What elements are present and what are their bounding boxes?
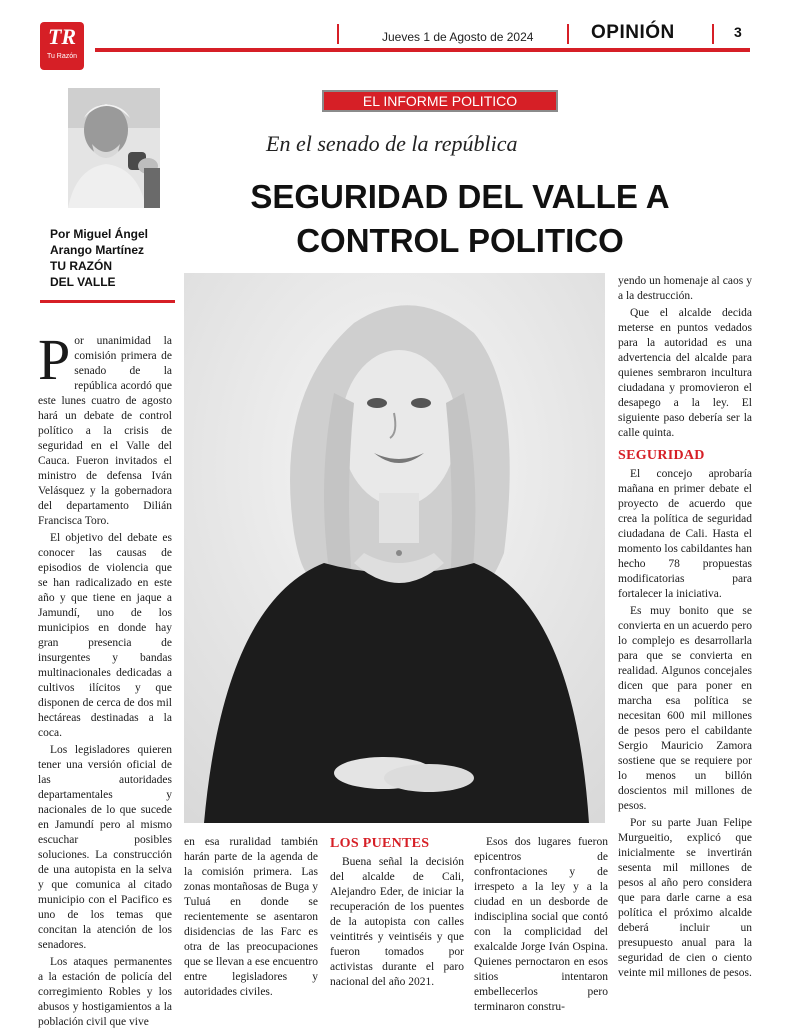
article-subhead: En el senado de la república [266, 131, 518, 156]
paragraph: El concejo aprobaría mañana en primer debate el proyecto de acuerdo que crea la política de seguridad ciudadana de Cali. Hasta el momento los cabildantes han hecho 78 propuestas modificatorias para fortalecer la iniciativa. [618, 468, 752, 600]
page-number: 3 [734, 24, 742, 40]
article-column-5 [618, 274, 752, 983]
article-photo [184, 273, 605, 823]
paragraph: Buena señal la decisión del alcalde de Cali, Alejandro Eder, de iniciar la recuperación de los puentes de la autopista con calles veintitrés y veintiséis y que fueron tomados por activistas durante el paro nacional del año 2021. [330, 856, 464, 988]
headline-line: SEGURIDAD DEL VALLE A [250, 178, 670, 215]
logo-mark: TR [47, 24, 77, 49]
paragraph: Es muy bonito que se convierta en un acuerdo pero lo complejo es desarrollarla para que se convierta en realidad. Algunos concejales dicen que para poner en marcha esa política se necesitan 600 mil millones de pesos pero el cabildante Sergio Mauricio Zamora sostiene que se requiere por lo menos un billón doscientos mil millones de pesos. [618, 605, 752, 812]
paragraph: Esos dos lugares fueron epicentros de confrontaciones y de irrespeto a la ley y a la ciudad en un desborde de indisciplina social que contó con la complicidad del exalcalde Jorge Iván Ospina. Quienes pernoctaron en esos sitios intentaron embellecerlos pero terminaron constru- [474, 836, 608, 1013]
section-title: OPINIÓN [591, 22, 675, 43]
logo-subtitle: Tu Razón [46, 53, 78, 60]
column-kicker: EL INFORME POLITICO [322, 90, 558, 112]
author-byline [50, 226, 180, 290]
issue-date: Jueves 1 de Agosto de 2024 [382, 30, 534, 44]
paragraph: yendo un homenaje al caos y a la destrucción. [618, 275, 752, 302]
byline-line: DEL VALLE [50, 275, 116, 289]
paragraph: en esa ruralidad también harán parte de la agenda de la comisión primera. Las zonas montañosas de Buga y Tuluá en donde se recientemente se asentaron disidencias de las Farc es otra de las preocupaciones que se llevan a ese encuentro entre legisladores y autoridades civiles. [184, 836, 318, 998]
article-headline [185, 175, 735, 263]
paragraph: Los legisladores quieren tener una versión oficial de las autoridades departamentales y nacionales de lo que sucede en Jamundí pero al mismo escuchar posibles soluciones. La construcción de una autopista en la selva y que comunica al citado municipio con el Pacifico es uno de los temas que concitan la atención de los senadores. [38, 744, 172, 951]
paragraph: Por su parte Juan Felipe Murgueitio, explicó que inicialmente se invertirán sesenta mil millones de pesos al año pero considera que para darle carne a esa política el próximo alcalde deberá incluir un presupuesto anual para la seguridad de cien o ciento veinte mil millones de pesos. [618, 817, 752, 979]
drop-cap: P [38, 327, 71, 392]
section-subtitle: LOS PUENTES [330, 836, 430, 851]
header-divider [567, 24, 569, 44]
byline-line: Arango Martínez [50, 243, 145, 257]
byline-line: Por Miguel Ángel [50, 227, 149, 241]
paragraph: Que el alcalde decida meterse en puntos vedados para la autoridad es una advertencia del alcalde para quienes sembraron incultura ciudadana y promovieron el desapego a la ley. El siguiente paso debería ser la calle quinta. [618, 307, 752, 439]
article-column-1 [38, 327, 172, 1032]
paragraph-text: or unanimidad la comisión primera de senado de la república acordó que este lunes cuatro de agosto hará un debate de control político a la crisis de seguridad en el Valle del Cauca. Fueron invitados el ministro de defensa Iván Velásquez y la gobernadora del departamento Dilián Francisca Toro. [38, 335, 172, 527]
header-rule [95, 48, 750, 52]
author-photo [68, 88, 160, 208]
author-rule [40, 300, 175, 303]
paragraph: Los ataques permanentes a la estación de policía del corregimiento Robles y los abusos y hostigamientos a la población civil que vive [38, 956, 172, 1028]
author-portrait-image [68, 88, 160, 208]
article-column-4 [474, 835, 608, 1017]
headline-line: CONTROL POLITICO [296, 222, 624, 259]
header-divider [337, 24, 339, 44]
article-column-3 [330, 835, 464, 992]
header-divider [712, 24, 714, 44]
article-column-2 [184, 835, 318, 1002]
woman-portrait-image [184, 273, 605, 823]
paragraph [38, 327, 172, 529]
newspaper-logo[interactable] [40, 22, 84, 70]
section-subtitle: SEGURIDAD [618, 448, 705, 463]
byline-line: TU RAZÓN [50, 259, 112, 273]
paragraph: El objetivo del debate es conocer las causas de episodios de violencia que se han radicalizado en este año y que tiene en jaque a Jamundí, uno de los municipios en donde hay gran presencia de insurgentes y bandas multinacionales dedicadas a cultivos ilícitos y que disponen de cerca de dos mil hectáreas destinadas a la coca. [38, 532, 172, 739]
